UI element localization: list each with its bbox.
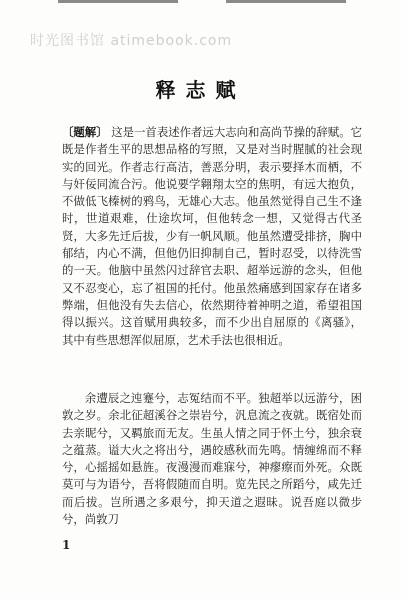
- intro-tag: 〔题解〕: [62, 125, 108, 139]
- poem-body: 余遭辰之迍蹇兮，志冤结而不平。独超举以远游兮，困敦之岁。余北征超溪谷之崇岩兮，汎息流之夜就。既宿处而去亲昵兮，又羁旅而无友。生虽人情之同于怀土兮，独余衰之蕴蒸。谥大火之将出兮，遇皎感秋而先鸣。情缠绵而不释兮，心摇摇如悬旌。夜漫漫而难寐兮，神瘳瘵而外死。众既莫可与为语兮，吾将假随而自明。览先民之所蹈兮，咸先迁而后拔。岂所遇之多艰兮，抑天道之遐昧。说吾庭以微步兮，尚敦刀: [62, 391, 362, 527]
- page-number: 1: [62, 538, 71, 552]
- watermark: 时光图书馆 atimebook.com: [30, 33, 233, 49]
- intro-text: 这是一首表述作者远大志向和高尚节操的辞赋。它既是作者生平的思想品格的写照，又是对当时腥腻的社会现实的回光。作者志行高洁，善恶分明，表示要择木而栖，不与奸佞同流合污。他说要学翱翔太空的焦明，有远大抱负，不做低飞榛树的鸦鸟，无雄心大志。他虽然觉得自己生不逢时，世道艰难，仕途坎坷，但他转念一想，又觉得古代圣贤，大多先迁后拔，少有一帆风顺。他虽然遭受排挤，胸中郁结，内心不满，但他仍旧抑制自己，暂时忍受，以待洗雪的一天。他脑中虽然闪过辞官去职、超举远游的念头，但他又不忍变心，忘了祖国的托付。他虽然痛感到国家存在诸多弊端，但他没有失去信心，依然期待着神明之道，希望祖国得以振兴。这首赋用典较多，而不少出自屈原的《离骚》，其中有些思想浑似屈原，艺术手法也很相近。: [62, 125, 362, 347]
- scan-edge-left: [58, 0, 178, 3]
- scan-edge-right: [226, 0, 346, 3]
- intro-paragraph: [62, 124, 362, 349]
- page-title: 释志赋: [155, 78, 246, 102]
